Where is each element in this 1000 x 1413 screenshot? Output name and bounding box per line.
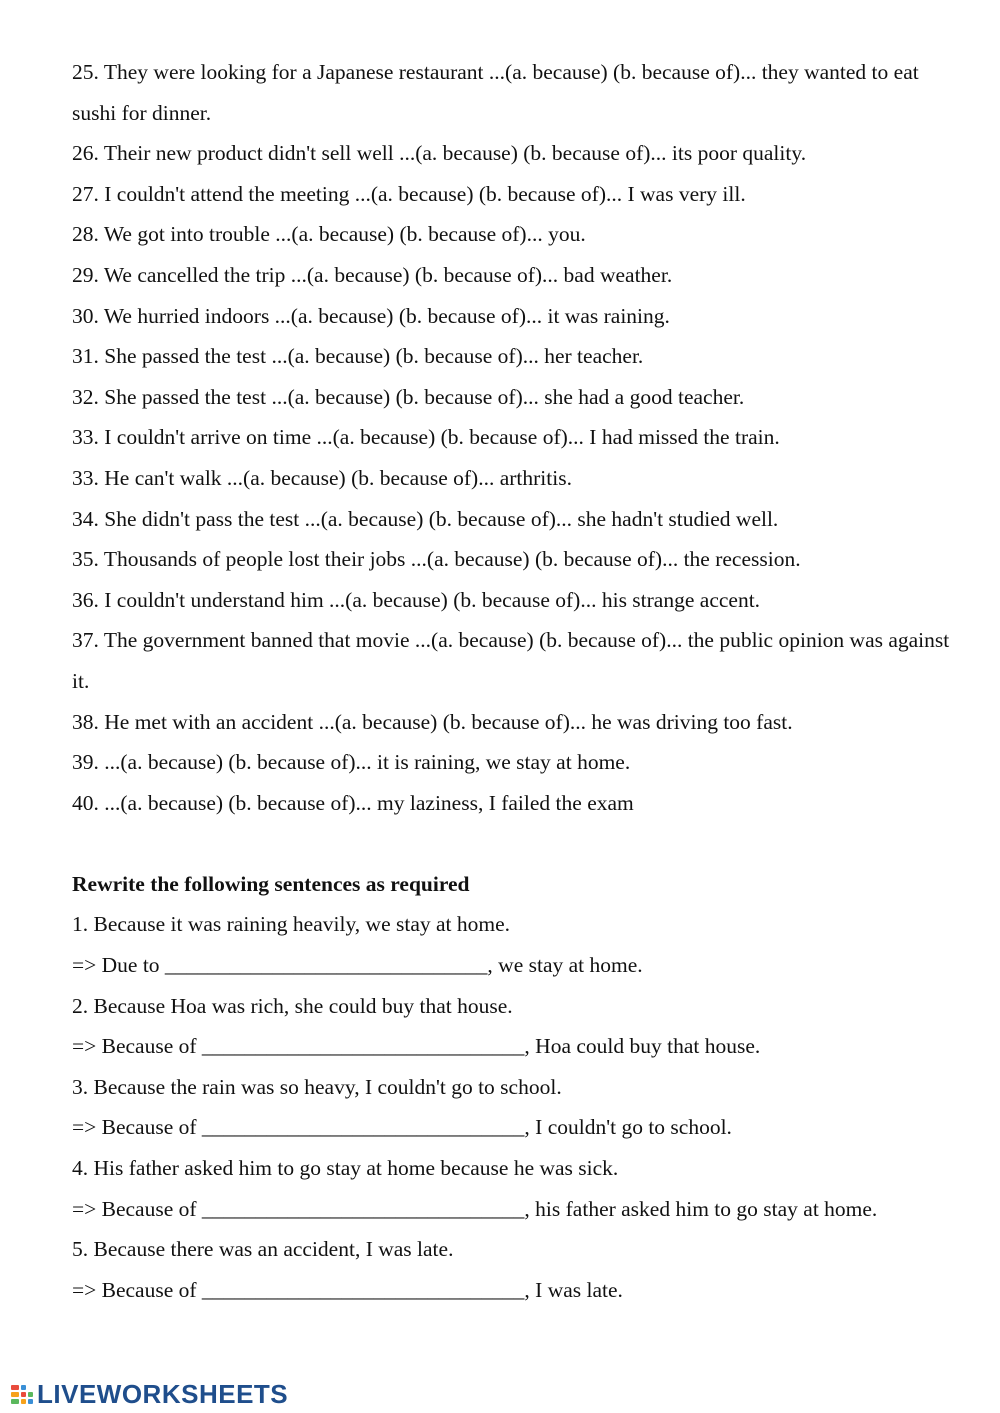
rewrite-answer-1 bbox=[72, 945, 962, 986]
exercise-item-32: 32. She passed the test ...(a. because) (b. because of)... she had a good teacher. bbox=[72, 384, 745, 409]
rewrite-answer-4 bbox=[72, 1189, 962, 1230]
rewrite-question-4: 4. His father asked him to go stay at home because he was sick. bbox=[72, 1156, 619, 1181]
rewrite-section-heading: Rewrite the following sentences as required bbox=[72, 871, 470, 896]
answer-blank[interactable]: ______________________________ bbox=[201, 1196, 525, 1221]
answer-blank[interactable]: ______________________________ bbox=[201, 1277, 525, 1302]
section-gap bbox=[72, 823, 962, 864]
rewrite-question-3: 3. Because the rain was so heavy, I couldn't go to school. bbox=[72, 1074, 562, 1099]
exercise-item-38: 38. He met with an accident ...(a. because) (b. because of)... he was driving too fast. bbox=[72, 709, 793, 734]
answer-blank[interactable]: ______________________________ bbox=[201, 1034, 525, 1059]
rewrite-answer-2 bbox=[72, 1026, 962, 1067]
answer-suffix: , I couldn't go to school. bbox=[524, 1115, 732, 1140]
liveworksheets-logo-icon bbox=[8, 1380, 36, 1408]
logo-wordmark: LIVEWORKSHEETS bbox=[37, 1378, 289, 1409]
liveworksheets-logo[interactable] bbox=[8, 1376, 288, 1412]
rewrite-question-5: 5. Because there was an accident, I was late. bbox=[72, 1237, 454, 1262]
exercise-item-26: 26. Their new product didn't sell well ...(a. because) (b. because of)... its poor quality. bbox=[72, 141, 807, 166]
answer-prefix: => Because of bbox=[72, 1034, 202, 1059]
answer-prefix: => Because of bbox=[72, 1196, 202, 1221]
exercise-item-37: 37. The government banned that movie ...(a. because) (b. because of)... the public opinion was against it. bbox=[72, 628, 950, 693]
exercise-item-25: 25. They were looking for a Japanese restaurant ...(a. because) (b. because of)... they wanted to eat sushi for dinner. bbox=[72, 60, 919, 125]
answer-suffix: , I was late. bbox=[524, 1277, 623, 1302]
worksheet-page bbox=[72, 52, 962, 1310]
exercise-item-29: 29. We cancelled the trip ...(a. because) (b. because of)... bad weather. bbox=[72, 262, 673, 287]
answer-prefix: => Because of bbox=[72, 1277, 202, 1302]
rewrite-answer-3 bbox=[72, 1107, 962, 1148]
answer-blank[interactable]: ______________________________ bbox=[201, 1115, 525, 1140]
exercise-item-30: 30. We hurried indoors ...(a. because) (b. because of)... it was raining. bbox=[72, 303, 670, 328]
answer-suffix: , we stay at home. bbox=[487, 953, 643, 978]
exercise-item-36: 36. I couldn't understand him ...(a. because) (b. because of)... his strange accent. bbox=[72, 587, 761, 612]
answer-blank[interactable]: ______________________________ bbox=[164, 953, 488, 978]
exercise-item-27: 27. I couldn't attend the meeting ...(a. because) (b. because of)... I was very ill. bbox=[72, 181, 746, 206]
exercise-item-40: 40. ...(a. because) (b. because of)... my laziness, I failed the exam bbox=[72, 790, 634, 815]
exercise-item-39: 39. ...(a. because) (b. because of)... it is raining, we stay at home. bbox=[72, 750, 631, 775]
answer-prefix: => Because of bbox=[72, 1115, 202, 1140]
rewrite-question-1: 1. Because it was raining heavily, we stay at home. bbox=[72, 912, 511, 937]
answer-suffix: , Hoa could buy that house. bbox=[524, 1034, 761, 1059]
answer-suffix: , his father asked him to go stay at home. bbox=[524, 1196, 878, 1221]
exercise-item-33b: 33. He can't walk ...(a. because) (b. because of)... arthritis. bbox=[72, 465, 572, 490]
rewrite-answer-5 bbox=[72, 1270, 962, 1311]
rewrite-question-2: 2. Because Hoa was rich, she could buy that house. bbox=[72, 993, 513, 1018]
exercise-item-34: 34. She didn't pass the test ...(a. because) (b. because of)... she hadn't studied well. bbox=[72, 506, 779, 531]
answer-prefix: => Due to bbox=[72, 953, 165, 978]
exercise-item-31: 31. She passed the test ...(a. because) (b. because of)... her teacher. bbox=[72, 344, 644, 369]
exercise-item-35: 35. Thousands of people lost their jobs ...(a. because) (b. because of)... the recession. bbox=[72, 547, 801, 572]
exercise-item-33a: 33. I couldn't arrive on time ...(a. because) (b. because of)... I had missed the train. bbox=[72, 425, 780, 450]
exercise-item-28: 28. We got into trouble ...(a. because) (b. because of)... you. bbox=[72, 222, 586, 247]
